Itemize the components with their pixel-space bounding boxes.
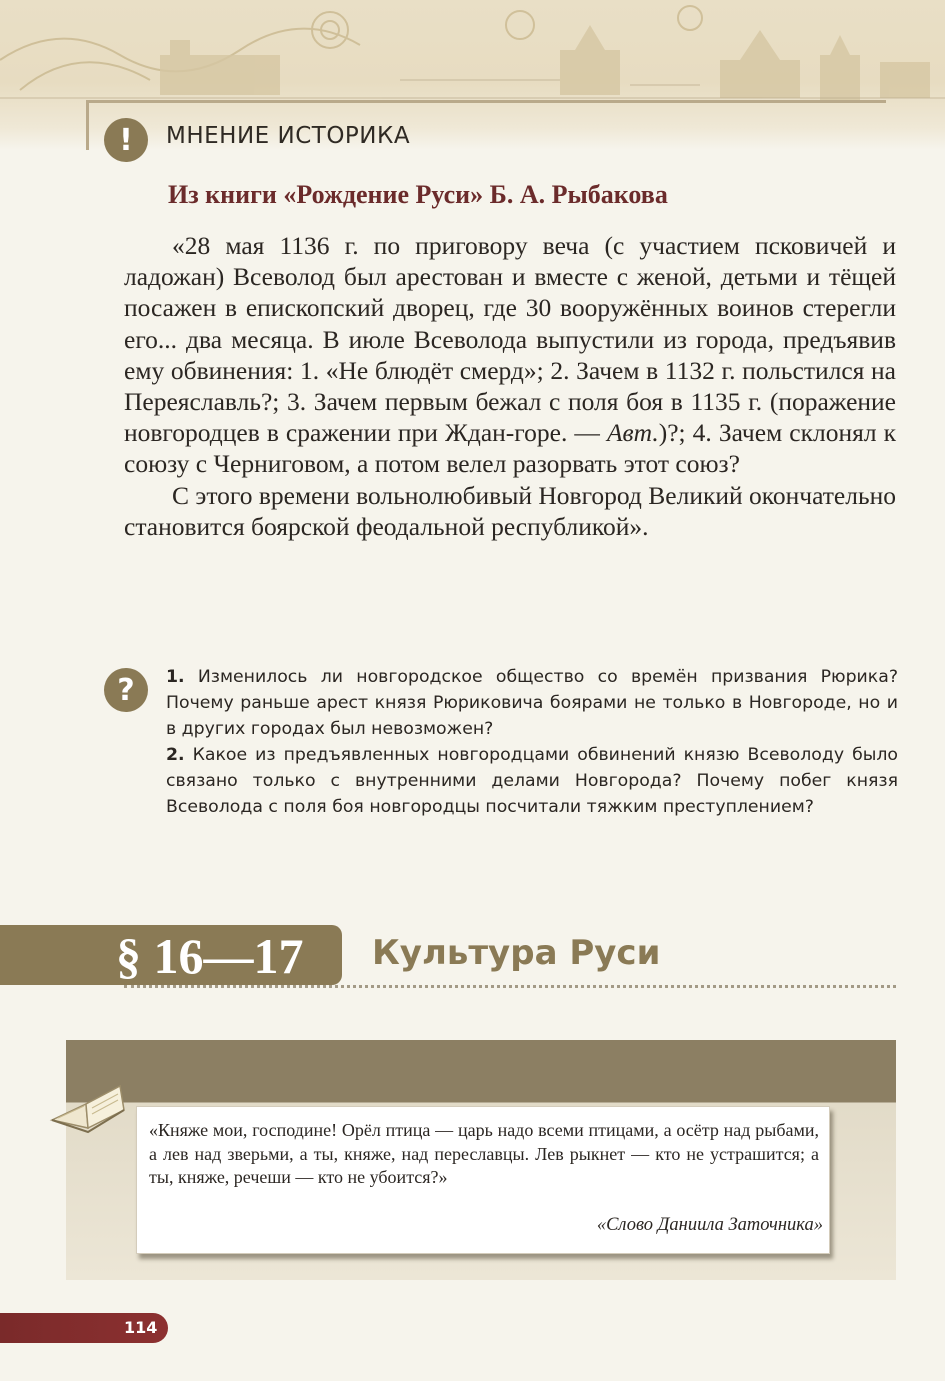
excerpt-paragraph: С этого времени вольнолюбивый Новгород Великий окончательно становится боярской феодальной республикой».: [124, 480, 896, 541]
excerpt-text-part: )?; 4. Зачем склонял к союзу с Черниговом, а потом велел разорвать этот союз?: [124, 418, 897, 479]
question-text: Какое из предъявленных новгородцами обвинений князю Всеволоду было связано только с внутренними делами Новгорода? Почему побег князя Всеволода с поля боя новгородцы посчитали тяжким преступлением?: [166, 745, 898, 817]
question-icon: ?: [104, 668, 148, 712]
question-number: 1.: [166, 667, 185, 687]
section-label: МНЕНИЕ ИСТОРИКА: [166, 123, 411, 149]
excerpt-abbrev: Авт.: [606, 418, 659, 448]
question-text: Изменилось ли новгородское общество со времён призвания Рюрика? Почему раньше арест князя Рюриковича боярами не только в Новгороде, но и в других городах был невозможен?: [166, 667, 898, 739]
paragraph-number: § 16—17: [116, 928, 304, 984]
epigraph-text: «Княже мои, господине! Орёл птица — царь надо всеми птицами, а осётр над рыбами, а лев над зверьми, а ты, княже, над переславцы. Лев рыкнет — кто не устрашится; а ты, княже, речеши — кто не убоится?»: [149, 1120, 819, 1187]
paragraph-title: Культура Руси: [372, 933, 661, 973]
epigraph-source: «Слово Даниила Заточника»: [596, 1215, 823, 1235]
exclamation-icon: !: [104, 118, 148, 162]
question-number: 2.: [166, 745, 185, 765]
epigraph-card: [136, 1106, 830, 1254]
header-rule: [86, 100, 886, 103]
excerpt-paragraph: [124, 230, 896, 480]
question-item: [166, 742, 898, 820]
excerpt-text-part: «28 мая 1136 г. по приговору веча (с участием псковичей и ладожан) Всеволод был арестован и вместе с женой, детьми и тёщей посажен в епископский дворец, где 30 вооружённых воинов стерегли его... два месяца. В июле Всеволода выпустили из города, предъявив ему обвинения: 1. «Не блюдёт смерд»; 2. Зачем в 1132 г. польстился на Переяславль?; 3. Зачем первым бежал с поля боя в 1135 г. (поражение новгородцев в сражении при Ждан-горе. —: [124, 231, 896, 448]
excerpt-title: Из книги «Рождение Руси» Б. А. Рыбакова: [168, 180, 668, 209]
open-book-icon: [48, 1074, 128, 1134]
question-item: [166, 664, 898, 742]
questions-block: [166, 664, 898, 820]
header-rule-vertical: [86, 100, 89, 150]
dotted-divider: [124, 985, 896, 988]
excerpt-text: [124, 230, 896, 542]
page-number: 114: [124, 1318, 158, 1337]
